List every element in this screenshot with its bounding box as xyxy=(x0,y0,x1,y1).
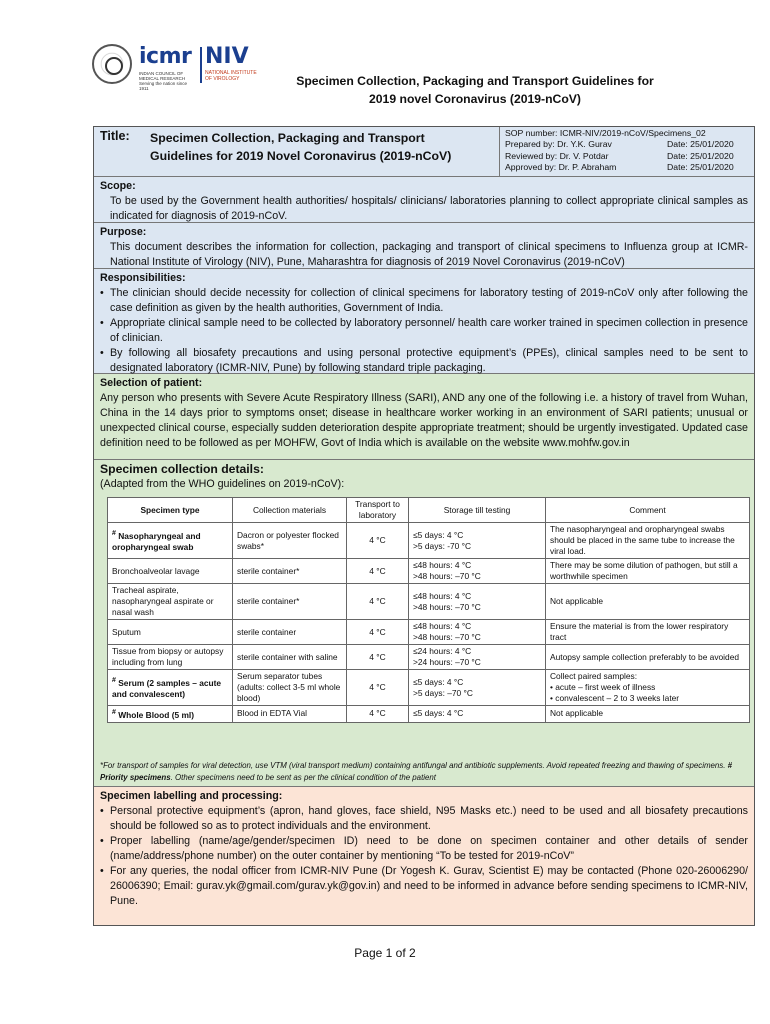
priority-mark: # xyxy=(112,677,116,685)
icmr-logo-text: icmr xyxy=(139,44,192,69)
specimen-type-cell xyxy=(108,584,233,620)
comment-line: • convalescent – 2 to 3 weeks later xyxy=(550,693,680,703)
scope-heading: Scope: xyxy=(100,180,136,192)
col-collection-materials: Collection materials xyxy=(233,498,347,523)
storage-line: ≤48 hours: 4 °C xyxy=(413,560,472,570)
specimen-table xyxy=(107,497,750,723)
storage-line: >24 hours: –70 °C xyxy=(413,657,481,667)
comment-line: There may be some dilution of pathogen, but still a worthwhile specimen xyxy=(550,560,738,581)
storage-cell xyxy=(409,620,546,645)
labelling-heading: Specimen labelling and processing: xyxy=(100,790,283,802)
priority-note: # Priority specimens xyxy=(100,761,733,782)
labelling-item: • Personal protective equipment’s (apron, hand gloves, face shield, N95 Masks etc.) need to be used and all biosafety precautions should be followed so as to protect individuals and the environment. xyxy=(100,805,748,832)
approved-row xyxy=(505,162,749,173)
scope-text: To be used by the Government health authorities/ hospitals/ clinicians/ laboratories planning to collect appropriate clinical samples as indicated for diagnosis of 2019-nCoV. xyxy=(110,195,748,222)
priority-mark: # xyxy=(112,530,116,538)
collection-material-cell: Serum separator tubes (adults: collect 3-5 ml whole blood) xyxy=(233,670,347,706)
transport-cell: 4 °C xyxy=(347,620,409,645)
logo-divider xyxy=(200,47,202,83)
storage-line: >48 hours: –70 °C xyxy=(413,571,481,581)
comment-line: Not applicable xyxy=(550,596,604,606)
transport-cell: 4 °C xyxy=(347,523,409,559)
comment-cell xyxy=(546,670,750,706)
comment-line: Collect paired samples: xyxy=(550,671,638,681)
title-label: Title: xyxy=(100,129,130,143)
table-header-row xyxy=(108,498,750,523)
comment-line: Autopsy sample collection preferably to be avoided xyxy=(550,651,740,662)
transport-cell: 4 °C xyxy=(347,670,409,706)
collection-material-cell: Dacron or polyester flocked swabs* xyxy=(233,523,347,559)
transport-cell: 4 °C xyxy=(347,584,409,620)
responsibilities-section xyxy=(94,269,754,374)
niv-logo-text: NIV xyxy=(205,44,249,69)
labelling-item: • Proper labelling (name/age/gender/specimen ID) need to be done on specimen container and other details of sender (name/address/phone number) on the outer container by mentioning “To be tested for 2019-nCoV” xyxy=(100,835,748,862)
storage-line: ≤5 days: 4 °C xyxy=(413,529,464,540)
col-storage: Storage till testing xyxy=(409,498,546,523)
comment-line: • acute – first week of illness xyxy=(550,682,656,692)
collection-material-cell: sterile container* xyxy=(233,559,347,584)
icmr-emblem-icon xyxy=(92,44,132,84)
storage-line: >48 hours: –70 °C xyxy=(413,632,481,642)
reviewed-row xyxy=(505,151,749,162)
reviewed-by: Reviewed by: Dr. V. Potdar xyxy=(505,150,609,161)
specimen-type-label: Nasopharyngeal and oropharyngeal swab xyxy=(112,530,201,552)
col-specimen-type: Specimen type xyxy=(108,498,233,523)
comment-line: Ensure the material is from the lower respiratory tract xyxy=(550,621,729,642)
storage-line: >5 days: -70 °C xyxy=(413,540,472,551)
transport-cell: 4 °C xyxy=(347,559,409,584)
comment-line: The nasopharyngeal and oropharyngeal swabs should be placed in the same tube to increase the viral load. xyxy=(550,524,735,556)
page-number: Page 1 of 2 xyxy=(354,946,416,960)
storage-cell xyxy=(409,584,546,620)
storage-cell xyxy=(409,706,546,723)
responsibility-item: • Appropriate clinical sample need to be collected by laboratory personnel/ health care worker trained in specimen collection in presence of clinician. xyxy=(100,317,748,344)
storage-cell xyxy=(409,645,546,670)
selection-text: Any person who presents with Severe Acute Respiratory Illness (SARI), AND any one of the following i.e. a history of travel from Wuhan, China in the 14 days prior to symptoms onset; disease in healthcare worker working in an environment of SARI patients; unusual or unexpected clinical course, especially sudden deterioration despite appropriate treatment; should be urgently investigated. Updated case definition need to be followed as per MOHFW, Govt of India which is available on the website www.mohfw.gov.in xyxy=(100,392,748,449)
collection-material-cell: Blood in EDTA Vial xyxy=(233,706,347,723)
priority-mark: # xyxy=(112,709,116,716)
specimen-type-label: Sputum xyxy=(112,626,141,637)
table-row xyxy=(108,523,750,559)
specimen-type-cell xyxy=(108,523,233,559)
labelling-item: • For any queries, the nodal officer from ICMR-NIV Pune (Dr Yogesh K. Gurav, Scientist E) may be contacted (Phone 020-26006290/ 26006390; Email: gurav.yk@gmail.com/gurav.yk@gov.in) and need to be informed in advance before sending specimens to ICMR-NIV, Pune. xyxy=(100,865,748,907)
specimen-type-label: Serum (2 samples – acute and convalescent) xyxy=(112,677,222,699)
table-row xyxy=(108,620,750,645)
collection-material-cell: sterile container xyxy=(233,620,347,645)
storage-line: ≤24 hours: 4 °C xyxy=(413,646,472,656)
table-row xyxy=(108,670,750,706)
comment-cell xyxy=(546,584,750,620)
storage-cell xyxy=(409,559,546,584)
specimen-subheading: (Adapted from the WHO guidelines on 2019-nCoV): xyxy=(100,478,345,490)
comment-line: Not applicable xyxy=(550,708,604,719)
sop-number: SOP number: ICMR-NIV/2019-nCoV/Specimens_02 xyxy=(505,128,706,138)
document-heading xyxy=(220,72,730,108)
specimen-type-cell xyxy=(108,645,233,670)
specimen-type-cell xyxy=(108,559,233,584)
table-row xyxy=(108,584,750,620)
table-row xyxy=(108,706,750,723)
storage-line: ≤48 hours: 4 °C xyxy=(413,590,472,601)
document-heading-line2: 2019 novel Coronavirus (2019-nCoV) xyxy=(369,92,581,106)
specimen-type-cell xyxy=(108,620,233,645)
specimen-type-cell xyxy=(108,706,233,723)
table-row xyxy=(108,645,750,670)
collection-material-cell: sterile container with saline xyxy=(233,645,347,670)
storage-line: ≤48 hours: 4 °C xyxy=(413,621,472,631)
transport-cell: 4 °C xyxy=(347,645,409,670)
responsibility-item: • The clinician should decide necessity for collection of clinical specimens for laboratory testing of 2019-nCoV only after following the case definition as given by the health authorities, Government of India. xyxy=(100,287,748,314)
specimen-heading: Specimen collection details: xyxy=(100,462,264,476)
specimen-footnote: *For transport of samples for viral detection, use VTM (viral transport medium) containing antifungal and antibiotic supplements. Avoid repeated freezing and thawing of specimens. # Priority specimens. Other specimens need to be sent as per the clinical condition of the patient xyxy=(100,761,733,782)
storage-cell xyxy=(409,670,546,706)
prepared-by: Prepared by: Dr. Y.K. Gurav xyxy=(505,139,612,150)
purpose-section xyxy=(94,223,754,269)
selection-heading: Selection of patient: xyxy=(100,377,203,389)
comment-cell xyxy=(546,559,750,584)
specimen-type-label: Whole Blood (5 ml) xyxy=(118,709,195,720)
specimen-section xyxy=(94,460,754,787)
specimen-type-label: Bronchoalveolar lavage xyxy=(112,565,200,576)
responsibility-item: • By following all biosafety precautions and using personal protective equipment’s (PPEs), clinical samples need to be sent to designated laboratory (ICMR-NIV, Pune) by following standard triple packaging. xyxy=(100,347,748,374)
storage-cell xyxy=(409,523,546,559)
purpose-text: This document describes the information for collection, packaging and transport of clinical specimens to Influenza group at ICMR-National Institute of Virology (NIV), Pune, Maharashtra for diagnosis of 2019 Novel Coronavirus (2019-nCoV) xyxy=(110,241,748,268)
storage-line: ≤5 days: 4 °C xyxy=(413,708,464,719)
prepared-row xyxy=(505,139,749,150)
scope-section xyxy=(94,177,754,223)
comment-cell xyxy=(546,645,750,670)
approved-date: Date: 25/01/2020 xyxy=(667,161,734,172)
document-heading-line1: Specimen Collection, Packaging and Transport Guidelines for xyxy=(296,74,654,88)
specimen-table-body xyxy=(108,523,750,723)
selection-section xyxy=(94,374,754,460)
comment-cell xyxy=(546,620,750,645)
storage-line: >48 hours: –70 °C xyxy=(413,601,481,612)
comment-cell xyxy=(546,706,750,723)
prepared-date: Date: 25/01/2020 xyxy=(667,139,734,150)
labelling-section xyxy=(94,787,754,925)
sop-info xyxy=(499,127,754,177)
comment-cell xyxy=(546,523,750,559)
transport-cell: 4 °C xyxy=(347,706,409,723)
collection-material-cell: sterile container* xyxy=(233,584,347,620)
specimen-type-label: Tracheal aspirate, nasopharyngeal aspirate or nasal wash xyxy=(112,585,214,617)
icmr-logo-subtitle: INDIAN COUNCIL OF MEDICAL RESEARCH Serving the nation since 1911 xyxy=(139,71,188,91)
purpose-heading: Purpose: xyxy=(100,226,147,238)
niv-logo-subtitle: NATIONAL INSTITUTE OF VIROLOGY xyxy=(205,70,257,82)
storage-line: ≤5 days: 4 °C xyxy=(413,676,464,687)
title-text: Specimen Collection, Packaging and Transport Guidelines for 2019 Novel Coronavirus (2019-nCoV) xyxy=(150,131,452,163)
specimen-type-cell xyxy=(108,670,233,706)
col-comment: Comment xyxy=(546,498,750,523)
specimen-type-label: Tissue from biopsy or autopsy including from lung xyxy=(112,646,224,667)
approved-by: Approved by: Dr. P. Abraham xyxy=(505,161,617,172)
reviewed-date: Date: 25/01/2020 xyxy=(667,150,734,161)
table-row xyxy=(108,559,750,584)
title-section xyxy=(94,127,754,177)
storage-line: >5 days: –70 °C xyxy=(413,687,473,698)
sop-document xyxy=(93,126,755,926)
col-transport: Transport to laboratory xyxy=(347,498,409,523)
responsibilities-heading: Responsibilities: xyxy=(100,272,186,284)
